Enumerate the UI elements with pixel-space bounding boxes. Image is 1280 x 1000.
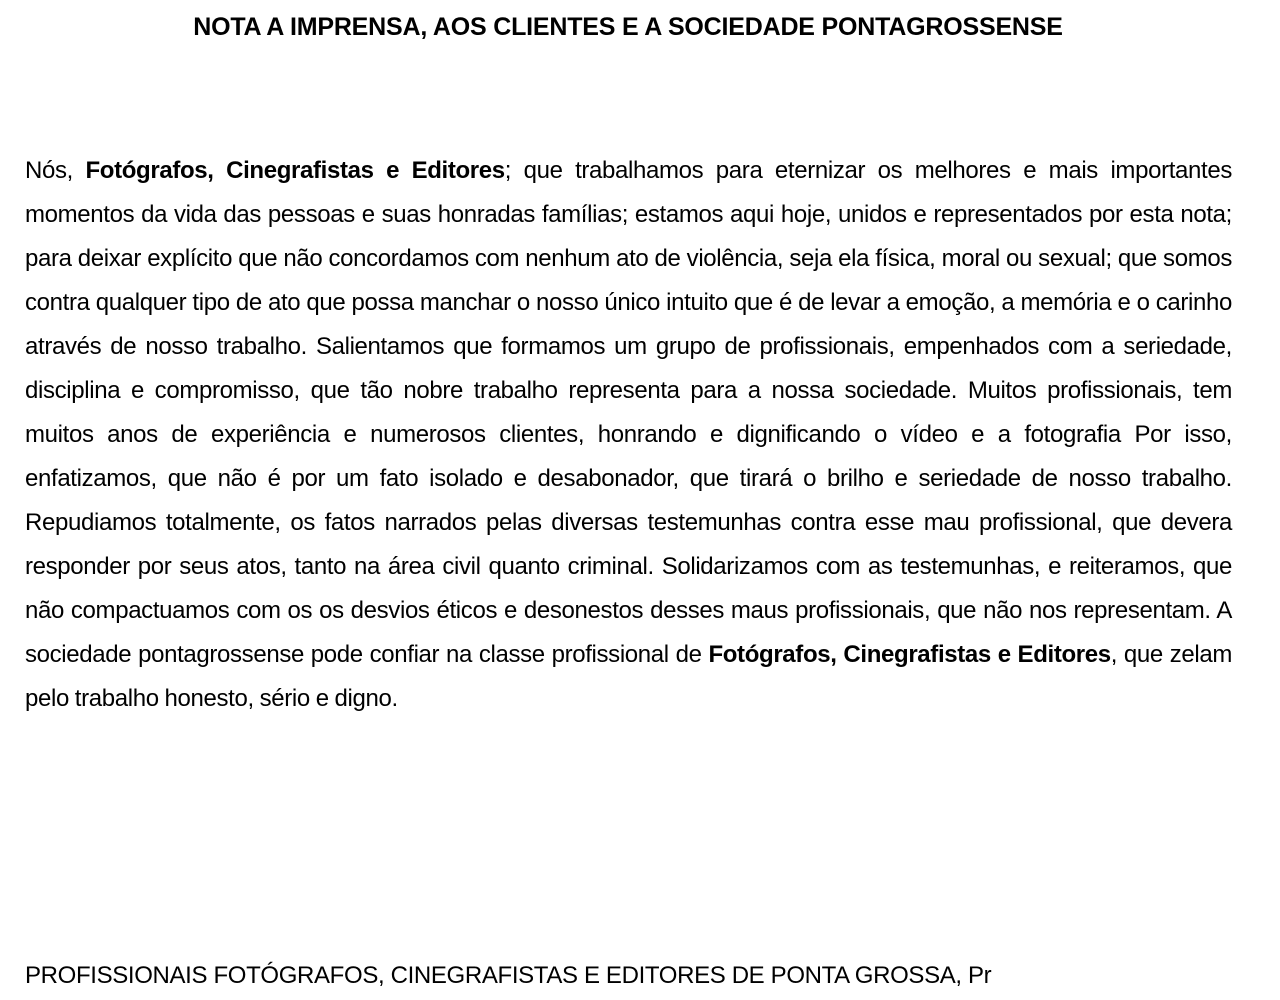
paragraph-middle: ; que trabalhamos para eternizar os melhores e mais importantes momentos da vida das pessoas e suas honradas famílias; estamos aqui hoje, unidos e representados por esta nota; para deixar explícito que não concordamos com nenhum ato de violência, seja ela física, moral ou sexual; que somos contra qualquer tipo de ato que possa manchar o nosso único intuito que é de levar a emoção, a memória e o carinho através de nosso trabalho. Salientamos que formamos um grupo de profissionais, empenhados com a seriedade, disciplina e compromisso, que tão nobre trabalho representa para a nossa sociedade. Muitos profissionais, tem muitos anos de experiência e numerosos clientes, honrando e dignificando o vídeo e a fotografia Por isso, enfatizamos, que não é por um fato isolado e desabonador, que tirará o brilho e seriedade de nosso trabalho. Repudiamos totalmente, os fatos narrados pelas diversas testemunhas contra esse mau profissional, que devera responder por seus atos, tanto na área civil quanto criminal. Solidarizamos com as testemunhas, e reiteramos, que não compactuamos com os os desvios éticos e desonestos desses maus profissionais, que não nos representam. A sociedade pontagrossense pode confiar na classe profissional de xyxy=(25,157,1232,668)
paragraph-bold-group-name-2: Fotógrafos, Cinegrafistas e Editores xyxy=(708,641,1111,668)
paragraph-intro: Nós, xyxy=(25,157,86,184)
signature-line: PROFISSIONAIS FOTÓGRAFOS, CINEGRAFISTAS E EDITORES DE PONTA GROSSA, Pr xyxy=(25,962,992,989)
document-title: NOTA A IMPRENSA, AOS CLIENTES E A SOCIEDADE PONTAGROSSENSE xyxy=(193,13,1063,41)
paragraph-bold-group-name: Fotógrafos, Cinegrafistas e Editores xyxy=(85,157,505,184)
paragraph-ending: , que zelam pelo trabalho honesto, sério e digno. xyxy=(25,641,1233,712)
statement-paragraph xyxy=(25,149,1232,721)
